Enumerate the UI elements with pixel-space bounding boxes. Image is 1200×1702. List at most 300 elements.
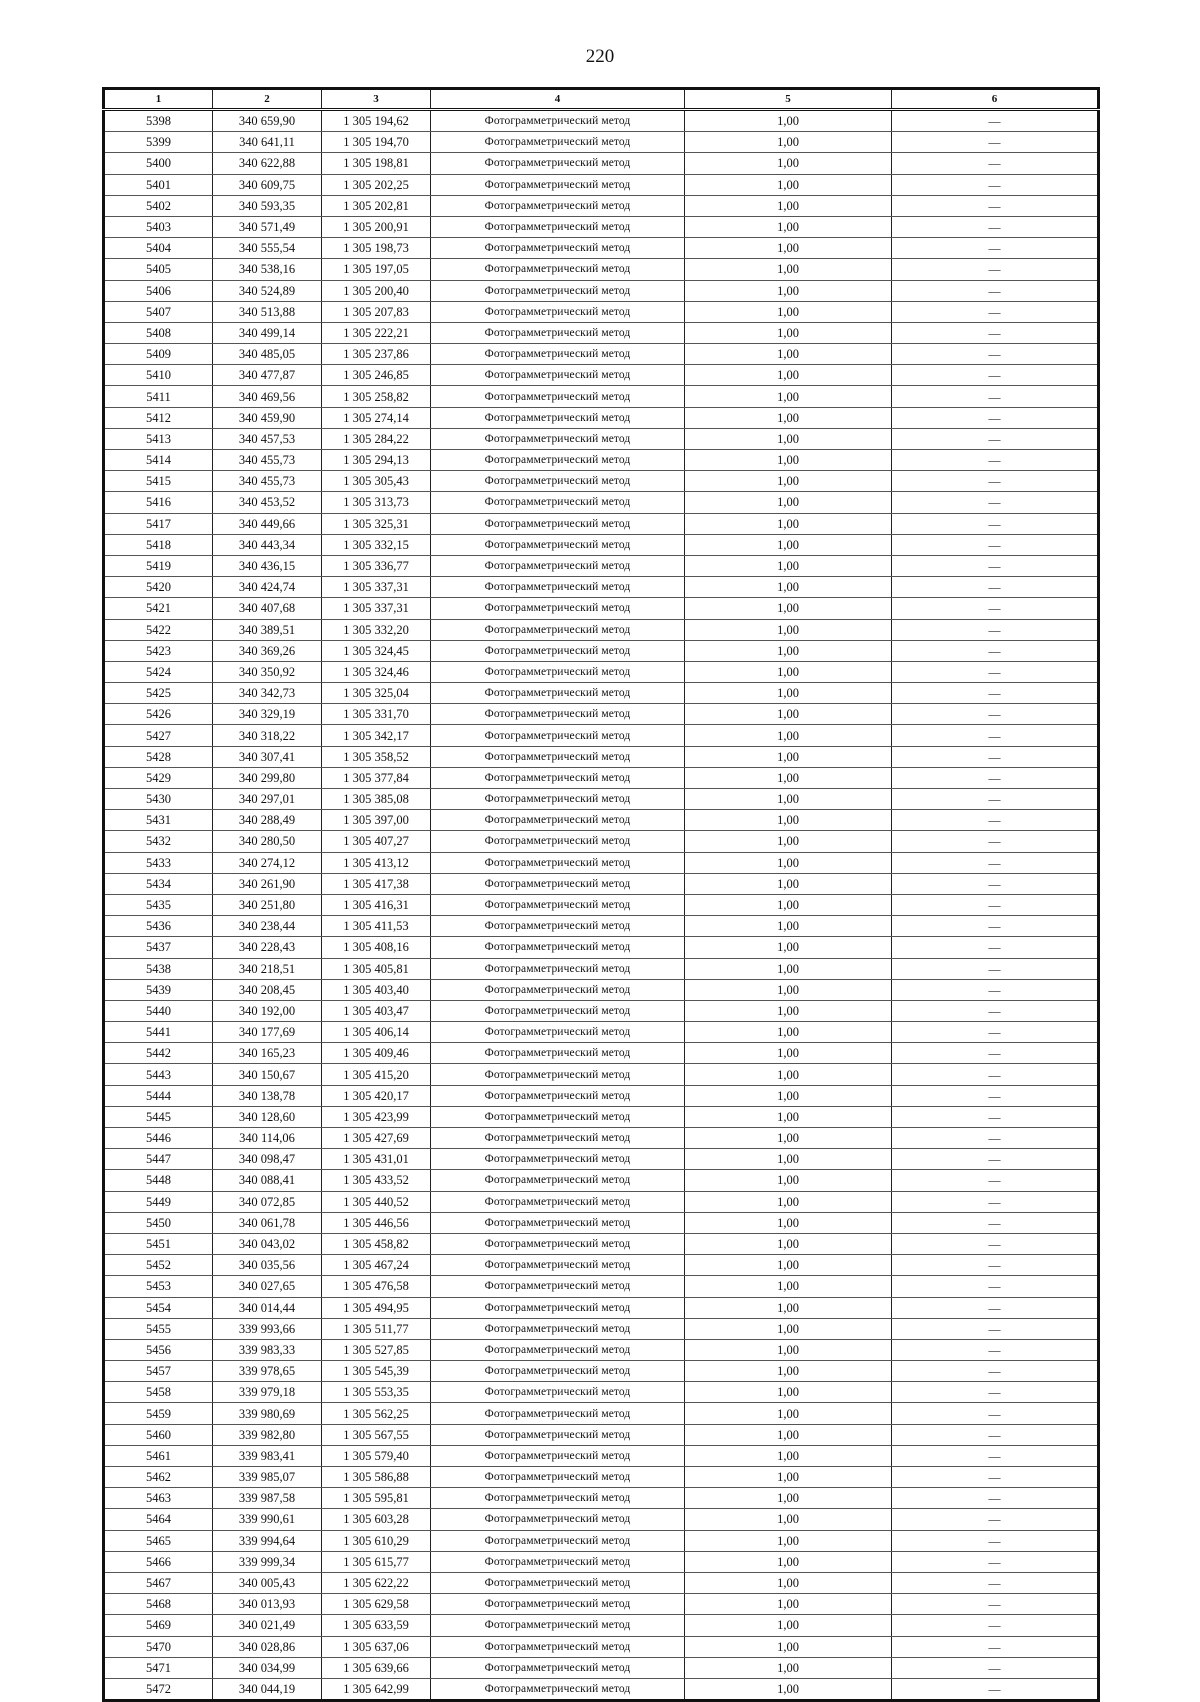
table-row xyxy=(104,174,1099,195)
precision-cell: 1,00 xyxy=(685,725,892,746)
point-number-cell: 5408 xyxy=(104,322,213,343)
column-header-5: 5 xyxy=(685,89,892,110)
point-number-cell: 5421 xyxy=(104,598,213,619)
table-row xyxy=(104,1488,1099,1509)
description-cell: — xyxy=(892,1149,1099,1170)
precision-cell: 1,00 xyxy=(685,450,892,471)
method-cell: Фотограмметрический метод xyxy=(431,492,685,513)
y-coordinate-cell: 1 305 494,95 xyxy=(322,1297,431,1318)
point-number-cell: 5414 xyxy=(104,450,213,471)
x-coordinate-cell: 340 555,54 xyxy=(213,238,322,259)
description-cell: — xyxy=(892,1318,1099,1339)
point-number-cell: 5445 xyxy=(104,1106,213,1127)
method-cell: Фотограмметрический метод xyxy=(431,1615,685,1636)
method-cell: Фотограмметрический метод xyxy=(431,322,685,343)
x-coordinate-cell: 339 994,64 xyxy=(213,1530,322,1551)
y-coordinate-cell: 1 305 433,52 xyxy=(322,1170,431,1191)
y-coordinate-cell: 1 305 202,25 xyxy=(322,174,431,195)
table-row xyxy=(104,492,1099,513)
description-cell: — xyxy=(892,1678,1099,1700)
x-coordinate-cell: 340 455,73 xyxy=(213,450,322,471)
description-cell: — xyxy=(892,1085,1099,1106)
y-coordinate-cell: 1 305 420,17 xyxy=(322,1085,431,1106)
y-coordinate-cell: 1 305 313,73 xyxy=(322,492,431,513)
point-number-cell: 5460 xyxy=(104,1424,213,1445)
precision-cell: 1,00 xyxy=(685,1297,892,1318)
description-cell: — xyxy=(892,1043,1099,1064)
point-number-cell: 5439 xyxy=(104,979,213,1000)
description-cell: — xyxy=(892,301,1099,322)
x-coordinate-cell: 339 985,07 xyxy=(213,1467,322,1488)
description-cell: — xyxy=(892,322,1099,343)
x-coordinate-cell: 340 228,43 xyxy=(213,937,322,958)
x-coordinate-cell: 340 274,12 xyxy=(213,852,322,873)
precision-cell: 1,00 xyxy=(685,789,892,810)
precision-cell: 1,00 xyxy=(685,958,892,979)
method-cell: Фотограмметрический метод xyxy=(431,280,685,301)
precision-cell: 1,00 xyxy=(685,386,892,407)
x-coordinate-cell: 340 165,23 xyxy=(213,1043,322,1064)
description-cell: — xyxy=(892,1403,1099,1424)
description-cell: — xyxy=(892,1191,1099,1212)
x-coordinate-cell: 339 982,80 xyxy=(213,1424,322,1445)
precision-cell: 1,00 xyxy=(685,1594,892,1615)
table-row xyxy=(104,280,1099,301)
method-cell: Фотограмметрический метод xyxy=(431,450,685,471)
y-coordinate-cell: 1 305 194,70 xyxy=(322,132,431,153)
description-cell: — xyxy=(892,450,1099,471)
description-cell: — xyxy=(892,1255,1099,1276)
table-row xyxy=(104,1615,1099,1636)
description-cell: — xyxy=(892,1445,1099,1466)
point-number-cell: 5430 xyxy=(104,789,213,810)
method-cell: Фотограмметрический метод xyxy=(431,1191,685,1212)
table-row xyxy=(104,1191,1099,1212)
y-coordinate-cell: 1 305 198,73 xyxy=(322,238,431,259)
description-cell: — xyxy=(892,1467,1099,1488)
y-coordinate-cell: 1 305 200,91 xyxy=(322,216,431,237)
point-number-cell: 5470 xyxy=(104,1636,213,1657)
table-row xyxy=(104,1403,1099,1424)
point-number-cell: 5472 xyxy=(104,1678,213,1700)
method-cell: Фотограмметрический метод xyxy=(431,365,685,386)
description-cell: — xyxy=(892,1657,1099,1678)
description-cell: — xyxy=(892,1530,1099,1551)
precision-cell: 1,00 xyxy=(685,810,892,831)
table-row xyxy=(104,1297,1099,1318)
table-row xyxy=(104,1149,1099,1170)
point-number-cell: 5450 xyxy=(104,1212,213,1233)
y-coordinate-cell: 1 305 337,31 xyxy=(322,598,431,619)
y-coordinate-cell: 1 305 305,43 xyxy=(322,471,431,492)
column-header-1: 1 xyxy=(104,89,213,110)
precision-cell: 1,00 xyxy=(685,110,892,132)
point-number-cell: 5454 xyxy=(104,1297,213,1318)
table-row xyxy=(104,661,1099,682)
method-cell: Фотограмметрический метод xyxy=(431,1551,685,1572)
description-cell: — xyxy=(892,1551,1099,1572)
method-cell: Фотограмметрический метод xyxy=(431,619,685,640)
table-row xyxy=(104,386,1099,407)
method-cell: Фотограмметрический метод xyxy=(431,259,685,280)
table-row xyxy=(104,704,1099,725)
point-number-cell: 5409 xyxy=(104,344,213,365)
point-number-cell: 5464 xyxy=(104,1509,213,1530)
point-number-cell: 5471 xyxy=(104,1657,213,1678)
x-coordinate-cell: 340 499,14 xyxy=(213,322,322,343)
method-cell: Фотограмметрический метод xyxy=(431,1424,685,1445)
table-row xyxy=(104,534,1099,555)
point-number-cell: 5440 xyxy=(104,1000,213,1021)
description-cell: — xyxy=(892,937,1099,958)
x-coordinate-cell: 340 013,93 xyxy=(213,1594,322,1615)
description-cell: — xyxy=(892,894,1099,915)
precision-cell: 1,00 xyxy=(685,555,892,576)
y-coordinate-cell: 1 305 331,70 xyxy=(322,704,431,725)
x-coordinate-cell: 340 641,11 xyxy=(213,132,322,153)
precision-cell: 1,00 xyxy=(685,492,892,513)
method-cell: Фотограмметрический метод xyxy=(431,683,685,704)
table-row xyxy=(104,301,1099,322)
x-coordinate-cell: 339 990,61 xyxy=(213,1509,322,1530)
x-coordinate-cell: 340 350,92 xyxy=(213,661,322,682)
x-coordinate-cell: 340 593,35 xyxy=(213,195,322,216)
point-number-cell: 5452 xyxy=(104,1255,213,1276)
description-cell: — xyxy=(892,577,1099,598)
table-row xyxy=(104,1424,1099,1445)
precision-cell: 1,00 xyxy=(685,1255,892,1276)
precision-cell: 1,00 xyxy=(685,1339,892,1360)
point-number-cell: 5427 xyxy=(104,725,213,746)
table-row xyxy=(104,1000,1099,1021)
precision-cell: 1,00 xyxy=(685,132,892,153)
table-row xyxy=(104,132,1099,153)
method-cell: Фотограмметрический метод xyxy=(431,1212,685,1233)
x-coordinate-cell: 340 449,66 xyxy=(213,513,322,534)
table-row xyxy=(104,322,1099,343)
x-coordinate-cell: 340 524,89 xyxy=(213,280,322,301)
method-cell: Фотограмметрический метод xyxy=(431,301,685,322)
x-coordinate-cell: 340 027,65 xyxy=(213,1276,322,1297)
point-number-cell: 5415 xyxy=(104,471,213,492)
method-cell: Фотограмметрический метод xyxy=(431,344,685,365)
table-row xyxy=(104,513,1099,534)
method-cell: Фотограмметрический метод xyxy=(431,1233,685,1254)
y-coordinate-cell: 1 305 622,22 xyxy=(322,1572,431,1593)
point-number-cell: 5404 xyxy=(104,238,213,259)
x-coordinate-cell: 340 307,41 xyxy=(213,746,322,767)
point-number-cell: 5434 xyxy=(104,873,213,894)
description-cell: — xyxy=(892,216,1099,237)
precision-cell: 1,00 xyxy=(685,767,892,788)
x-coordinate-cell: 340 436,15 xyxy=(213,555,322,576)
point-number-cell: 5436 xyxy=(104,916,213,937)
description-cell: — xyxy=(892,407,1099,428)
method-cell: Фотограмметрический метод xyxy=(431,810,685,831)
point-number-cell: 5453 xyxy=(104,1276,213,1297)
method-cell: Фотограмметрический метод xyxy=(431,513,685,534)
precision-cell: 1,00 xyxy=(685,1085,892,1106)
point-number-cell: 5422 xyxy=(104,619,213,640)
description-cell: — xyxy=(892,1022,1099,1043)
precision-cell: 1,00 xyxy=(685,1318,892,1339)
method-cell: Фотограмметрический метод xyxy=(431,1361,685,1382)
y-coordinate-cell: 1 305 274,14 xyxy=(322,407,431,428)
y-coordinate-cell: 1 305 545,39 xyxy=(322,1361,431,1382)
y-coordinate-cell: 1 305 416,31 xyxy=(322,894,431,915)
x-coordinate-cell: 340 318,22 xyxy=(213,725,322,746)
table-row xyxy=(104,894,1099,915)
y-coordinate-cell: 1 305 403,40 xyxy=(322,979,431,1000)
description-cell: — xyxy=(892,513,1099,534)
description-cell: — xyxy=(892,534,1099,555)
y-coordinate-cell: 1 305 200,40 xyxy=(322,280,431,301)
table-row xyxy=(104,937,1099,958)
table-row xyxy=(104,725,1099,746)
method-cell: Фотограмметрический метод xyxy=(431,216,685,237)
point-number-cell: 5465 xyxy=(104,1530,213,1551)
description-cell: — xyxy=(892,979,1099,1000)
precision-cell: 1,00 xyxy=(685,1106,892,1127)
point-number-cell: 5466 xyxy=(104,1551,213,1572)
y-coordinate-cell: 1 305 633,59 xyxy=(322,1615,431,1636)
y-coordinate-cell: 1 305 553,35 xyxy=(322,1382,431,1403)
point-number-cell: 5410 xyxy=(104,365,213,386)
table-row xyxy=(104,450,1099,471)
y-coordinate-cell: 1 305 411,53 xyxy=(322,916,431,937)
table-row xyxy=(104,1276,1099,1297)
x-coordinate-cell: 340 034,99 xyxy=(213,1657,322,1678)
description-cell: — xyxy=(892,1212,1099,1233)
y-coordinate-cell: 1 305 595,81 xyxy=(322,1488,431,1509)
method-cell: Фотограмметрический метод xyxy=(431,873,685,894)
point-number-cell: 5407 xyxy=(104,301,213,322)
precision-cell: 1,00 xyxy=(685,471,892,492)
description-cell: — xyxy=(892,661,1099,682)
description-cell: — xyxy=(892,386,1099,407)
table-row xyxy=(104,365,1099,386)
method-cell: Фотограмметрический метод xyxy=(431,555,685,576)
x-coordinate-cell: 340 005,43 xyxy=(213,1572,322,1593)
point-number-cell: 5468 xyxy=(104,1594,213,1615)
x-coordinate-cell: 340 238,44 xyxy=(213,916,322,937)
table-row xyxy=(104,1361,1099,1382)
precision-cell: 1,00 xyxy=(685,1424,892,1445)
method-cell: Фотограмметрический метод xyxy=(431,1297,685,1318)
x-coordinate-cell: 339 979,18 xyxy=(213,1382,322,1403)
point-number-cell: 5447 xyxy=(104,1149,213,1170)
x-coordinate-cell: 340 035,56 xyxy=(213,1255,322,1276)
method-cell: Фотограмметрический метод xyxy=(431,1339,685,1360)
precision-cell: 1,00 xyxy=(685,1170,892,1191)
table-row xyxy=(104,1530,1099,1551)
description-cell: — xyxy=(892,344,1099,365)
point-number-cell: 5416 xyxy=(104,492,213,513)
column-header-6: 6 xyxy=(892,89,1099,110)
x-coordinate-cell: 340 538,16 xyxy=(213,259,322,280)
y-coordinate-cell: 1 305 324,46 xyxy=(322,661,431,682)
header-row xyxy=(104,89,1099,110)
point-number-cell: 5467 xyxy=(104,1572,213,1593)
description-cell: — xyxy=(892,174,1099,195)
precision-cell: 1,00 xyxy=(685,1572,892,1593)
y-coordinate-cell: 1 305 407,27 xyxy=(322,831,431,852)
description-cell: — xyxy=(892,852,1099,873)
method-cell: Фотограмметрический метод xyxy=(431,471,685,492)
table-row xyxy=(104,195,1099,216)
table-row xyxy=(104,810,1099,831)
point-number-cell: 5426 xyxy=(104,704,213,725)
description-cell: — xyxy=(892,1424,1099,1445)
table-row xyxy=(104,1657,1099,1678)
point-number-cell: 5412 xyxy=(104,407,213,428)
y-coordinate-cell: 1 305 579,40 xyxy=(322,1445,431,1466)
table-row xyxy=(104,1064,1099,1085)
y-coordinate-cell: 1 305 332,15 xyxy=(322,534,431,555)
x-coordinate-cell: 340 192,00 xyxy=(213,1000,322,1021)
method-cell: Фотограмметрический метод xyxy=(431,958,685,979)
point-number-cell: 5462 xyxy=(104,1467,213,1488)
point-number-cell: 5451 xyxy=(104,1233,213,1254)
description-cell: — xyxy=(892,746,1099,767)
description-cell: — xyxy=(892,640,1099,661)
x-coordinate-cell: 340 288,49 xyxy=(213,810,322,831)
precision-cell: 1,00 xyxy=(685,1361,892,1382)
description-cell: — xyxy=(892,831,1099,852)
precision-cell: 1,00 xyxy=(685,238,892,259)
x-coordinate-cell: 340 114,06 xyxy=(213,1128,322,1149)
precision-cell: 1,00 xyxy=(685,937,892,958)
y-coordinate-cell: 1 305 511,77 xyxy=(322,1318,431,1339)
description-cell: — xyxy=(892,619,1099,640)
precision-cell: 1,00 xyxy=(685,1064,892,1085)
y-coordinate-cell: 1 305 403,47 xyxy=(322,1000,431,1021)
description-cell: — xyxy=(892,1361,1099,1382)
point-number-cell: 5425 xyxy=(104,683,213,704)
method-cell: Фотограмметрический метод xyxy=(431,1488,685,1509)
point-number-cell: 5463 xyxy=(104,1488,213,1509)
x-coordinate-cell: 340 389,51 xyxy=(213,619,322,640)
x-coordinate-cell: 340 280,50 xyxy=(213,831,322,852)
x-coordinate-cell: 340 088,41 xyxy=(213,1170,322,1191)
method-cell: Фотограмметрический метод xyxy=(431,916,685,937)
precision-cell: 1,00 xyxy=(685,661,892,682)
table-row xyxy=(104,958,1099,979)
precision-cell: 1,00 xyxy=(685,1233,892,1254)
description-cell: — xyxy=(892,810,1099,831)
y-coordinate-cell: 1 305 586,88 xyxy=(322,1467,431,1488)
method-cell: Фотограмметрический метод xyxy=(431,746,685,767)
table-row xyxy=(104,407,1099,428)
precision-cell: 1,00 xyxy=(685,1530,892,1551)
x-coordinate-cell: 339 980,69 xyxy=(213,1403,322,1424)
x-coordinate-cell: 340 609,75 xyxy=(213,174,322,195)
point-number-cell: 5442 xyxy=(104,1043,213,1064)
y-coordinate-cell: 1 305 603,28 xyxy=(322,1509,431,1530)
method-cell: Фотограмметрический метод xyxy=(431,979,685,1000)
method-cell: Фотограмметрический метод xyxy=(431,1382,685,1403)
table-row xyxy=(104,1106,1099,1127)
description-cell: — xyxy=(892,110,1099,132)
method-cell: Фотограмметрический метод xyxy=(431,238,685,259)
y-coordinate-cell: 1 305 342,17 xyxy=(322,725,431,746)
y-coordinate-cell: 1 305 562,25 xyxy=(322,1403,431,1424)
y-coordinate-cell: 1 305 642,99 xyxy=(322,1678,431,1700)
point-number-cell: 5461 xyxy=(104,1445,213,1466)
method-cell: Фотограмметрический метод xyxy=(431,661,685,682)
point-number-cell: 5469 xyxy=(104,1615,213,1636)
precision-cell: 1,00 xyxy=(685,322,892,343)
method-cell: Фотограмметрический метод xyxy=(431,1085,685,1106)
method-cell: Фотограмметрический метод xyxy=(431,1530,685,1551)
precision-cell: 1,00 xyxy=(685,1467,892,1488)
table-row xyxy=(104,577,1099,598)
table-row xyxy=(104,428,1099,449)
description-cell: — xyxy=(892,1594,1099,1615)
description-cell: — xyxy=(892,767,1099,788)
y-coordinate-cell: 1 305 527,85 xyxy=(322,1339,431,1360)
x-coordinate-cell: 340 061,78 xyxy=(213,1212,322,1233)
table-row xyxy=(104,344,1099,365)
precision-cell: 1,00 xyxy=(685,1000,892,1021)
point-number-cell: 5455 xyxy=(104,1318,213,1339)
method-cell: Фотограмметрический метод xyxy=(431,110,685,132)
precision-cell: 1,00 xyxy=(685,683,892,704)
description-cell: — xyxy=(892,1106,1099,1127)
y-coordinate-cell: 1 305 409,46 xyxy=(322,1043,431,1064)
x-coordinate-cell: 340 407,68 xyxy=(213,598,322,619)
method-cell: Фотограмметрический метод xyxy=(431,1678,685,1700)
method-cell: Фотограмметрический метод xyxy=(431,598,685,619)
table-row xyxy=(104,555,1099,576)
x-coordinate-cell: 340 622,88 xyxy=(213,153,322,174)
y-coordinate-cell: 1 305 246,85 xyxy=(322,365,431,386)
description-cell: — xyxy=(892,1339,1099,1360)
table-row xyxy=(104,216,1099,237)
method-cell: Фотограмметрический метод xyxy=(431,174,685,195)
method-cell: Фотограмметрический метод xyxy=(431,1128,685,1149)
point-number-cell: 5417 xyxy=(104,513,213,534)
y-coordinate-cell: 1 305 467,24 xyxy=(322,1255,431,1276)
precision-cell: 1,00 xyxy=(685,640,892,661)
description-cell: — xyxy=(892,238,1099,259)
y-coordinate-cell: 1 305 325,04 xyxy=(322,683,431,704)
precision-cell: 1,00 xyxy=(685,831,892,852)
method-cell: Фотограмметрический метод xyxy=(431,1106,685,1127)
description-cell: — xyxy=(892,1615,1099,1636)
description-cell: — xyxy=(892,259,1099,280)
description-cell: — xyxy=(892,958,1099,979)
y-coordinate-cell: 1 305 413,12 xyxy=(322,852,431,873)
y-coordinate-cell: 1 305 629,58 xyxy=(322,1594,431,1615)
method-cell: Фотограмметрический метод xyxy=(431,937,685,958)
method-cell: Фотограмметрический метод xyxy=(431,1445,685,1466)
x-coordinate-cell: 340 128,60 xyxy=(213,1106,322,1127)
x-coordinate-cell: 340 457,53 xyxy=(213,428,322,449)
description-cell: — xyxy=(892,1382,1099,1403)
y-coordinate-cell: 1 305 324,45 xyxy=(322,640,431,661)
column-header-2: 2 xyxy=(213,89,322,110)
table-row xyxy=(104,1212,1099,1233)
x-coordinate-cell: 340 297,01 xyxy=(213,789,322,810)
y-coordinate-cell: 1 305 336,77 xyxy=(322,555,431,576)
point-number-cell: 5424 xyxy=(104,661,213,682)
method-cell: Фотограмметрический метод xyxy=(431,1467,685,1488)
method-cell: Фотограмметрический метод xyxy=(431,725,685,746)
method-cell: Фотограмметрический метод xyxy=(431,1594,685,1615)
table-row xyxy=(104,1085,1099,1106)
table-row xyxy=(104,1318,1099,1339)
